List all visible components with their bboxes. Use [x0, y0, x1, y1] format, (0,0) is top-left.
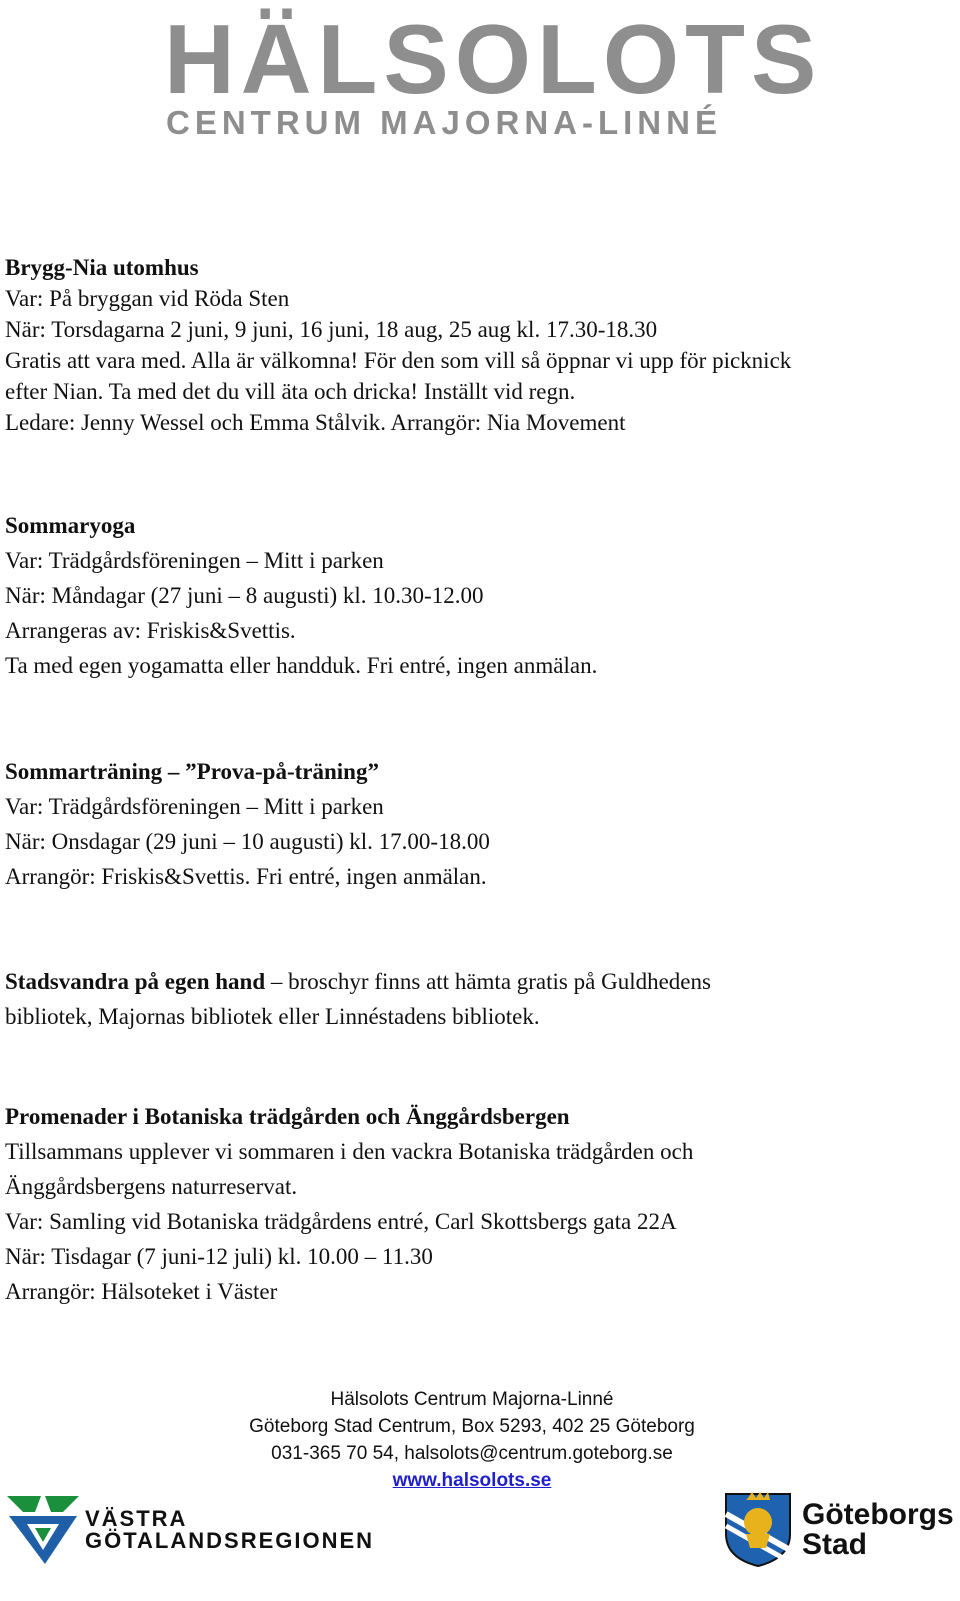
- footer-org-name: Hälsolots Centrum Majorna-Linné: [330, 1389, 614, 1410]
- logo-title: HÄLSOLOTS: [164, 4, 823, 114]
- logo-subtitle: CENTRUM MAJORNA-LINNÉ: [166, 104, 722, 141]
- event-promenader: [5, 1099, 935, 1309]
- footer-address: Göteborg Stad Centrum, Box 5293, 402 25 Göteborg: [249, 1416, 695, 1437]
- event-line: När: Måndagar (27 juni – 8 augusti) kl. 10.30-12.00: [5, 583, 484, 608]
- event-heading-suffix: – broschyr finns att hämta gratis på Guldhedens: [265, 969, 711, 994]
- event-heading: Promenader i Botaniska trädgården och Änggårdsbergen: [5, 1104, 570, 1129]
- goteborg-coat-of-arms-icon: [722, 1490, 794, 1568]
- event-heading: Brygg-Nia utomhus: [5, 255, 199, 280]
- event-line: Tillsammans upplever vi sommaren i den vackra Botaniska trädgården och: [5, 1139, 694, 1164]
- event-stadsvandra: [5, 964, 935, 1034]
- event-brygg-nia: [5, 252, 935, 438]
- event-line: När: Torsdagarna 2 juni, 9 juni, 16 juni, 18 aug, 25 aug kl. 17.30-18.30: [5, 317, 658, 342]
- event-line: Arrangör: Hälsoteket i Väster: [5, 1279, 278, 1304]
- event-line: Arrangeras av: Friskis&Svettis.: [5, 618, 296, 643]
- event-line: Var: På bryggan vid Röda Sten: [5, 286, 290, 311]
- halsolots-logo: [160, 0, 823, 150]
- vgr-logo: [5, 1494, 375, 1566]
- gbg-name-line2: Stad: [802, 1528, 868, 1561]
- event-line: Ta med egen yogamatta eller handduk. Fri entré, ingen anmälan.: [5, 653, 598, 678]
- event-line: Var: Trädgårdsföreningen – Mitt i parken: [5, 794, 384, 819]
- event-line: Arrangör: Friskis&Svettis. Fri entré, ingen anmälan.: [5, 864, 487, 889]
- event-line: efter Nian. Ta med det du vill äta och dricka! Inställt vid regn.: [5, 379, 576, 404]
- goteborgs-stad-logo: [722, 1490, 952, 1570]
- vgr-name-line1: VÄSTRA: [85, 1506, 188, 1531]
- event-line: Var: Samling vid Botaniska trädgårdens entré, Carl Skottsbergs gata 22A: [5, 1209, 677, 1234]
- event-heading-line: [5, 964, 935, 999]
- gbg-name-line1: Göteborgs: [802, 1498, 954, 1531]
- event-line: Änggårdsbergens naturreservat.: [5, 1174, 298, 1199]
- event-sommartraning: [5, 754, 935, 894]
- vgr-emblem-icon: [5, 1494, 81, 1566]
- event-line: bibliotek, Majornas bibliotek eller Linnéstadens bibliotek.: [5, 1004, 540, 1029]
- footer-contact: [0, 1386, 944, 1494]
- event-line: När: Onsdagar (29 juni – 10 augusti) kl. 17.00-18.00: [5, 829, 490, 854]
- event-line: Gratis att vara med. Alla är välkomna! För den som vill så öppnar vi upp för picknick: [5, 348, 792, 373]
- event-heading: Stadsvandra på egen hand: [5, 969, 266, 994]
- event-heading: Sommaryoga: [5, 513, 136, 538]
- event-line: När: Tisdagar (7 juni-12 juli) kl. 10.00 – 11.30: [5, 1244, 433, 1269]
- event-sommaryoga: [5, 508, 935, 683]
- footer-website-link[interactable]: www.halsolots.se: [392, 1470, 552, 1491]
- event-heading: Sommarträning – ”Prova-på-träning”: [5, 759, 379, 784]
- footer-phone-email: 031-365 70 54, halsolots@centrum.goteborg.se: [271, 1443, 673, 1464]
- event-line: Var: Trädgårdsföreningen – Mitt i parken: [5, 548, 384, 573]
- event-line: Ledare: Jenny Wessel och Emma Stålvik. Arrangör: Nia Movement: [5, 410, 626, 435]
- vgr-name-line2: GÖTALANDSREGIONEN: [85, 1528, 375, 1553]
